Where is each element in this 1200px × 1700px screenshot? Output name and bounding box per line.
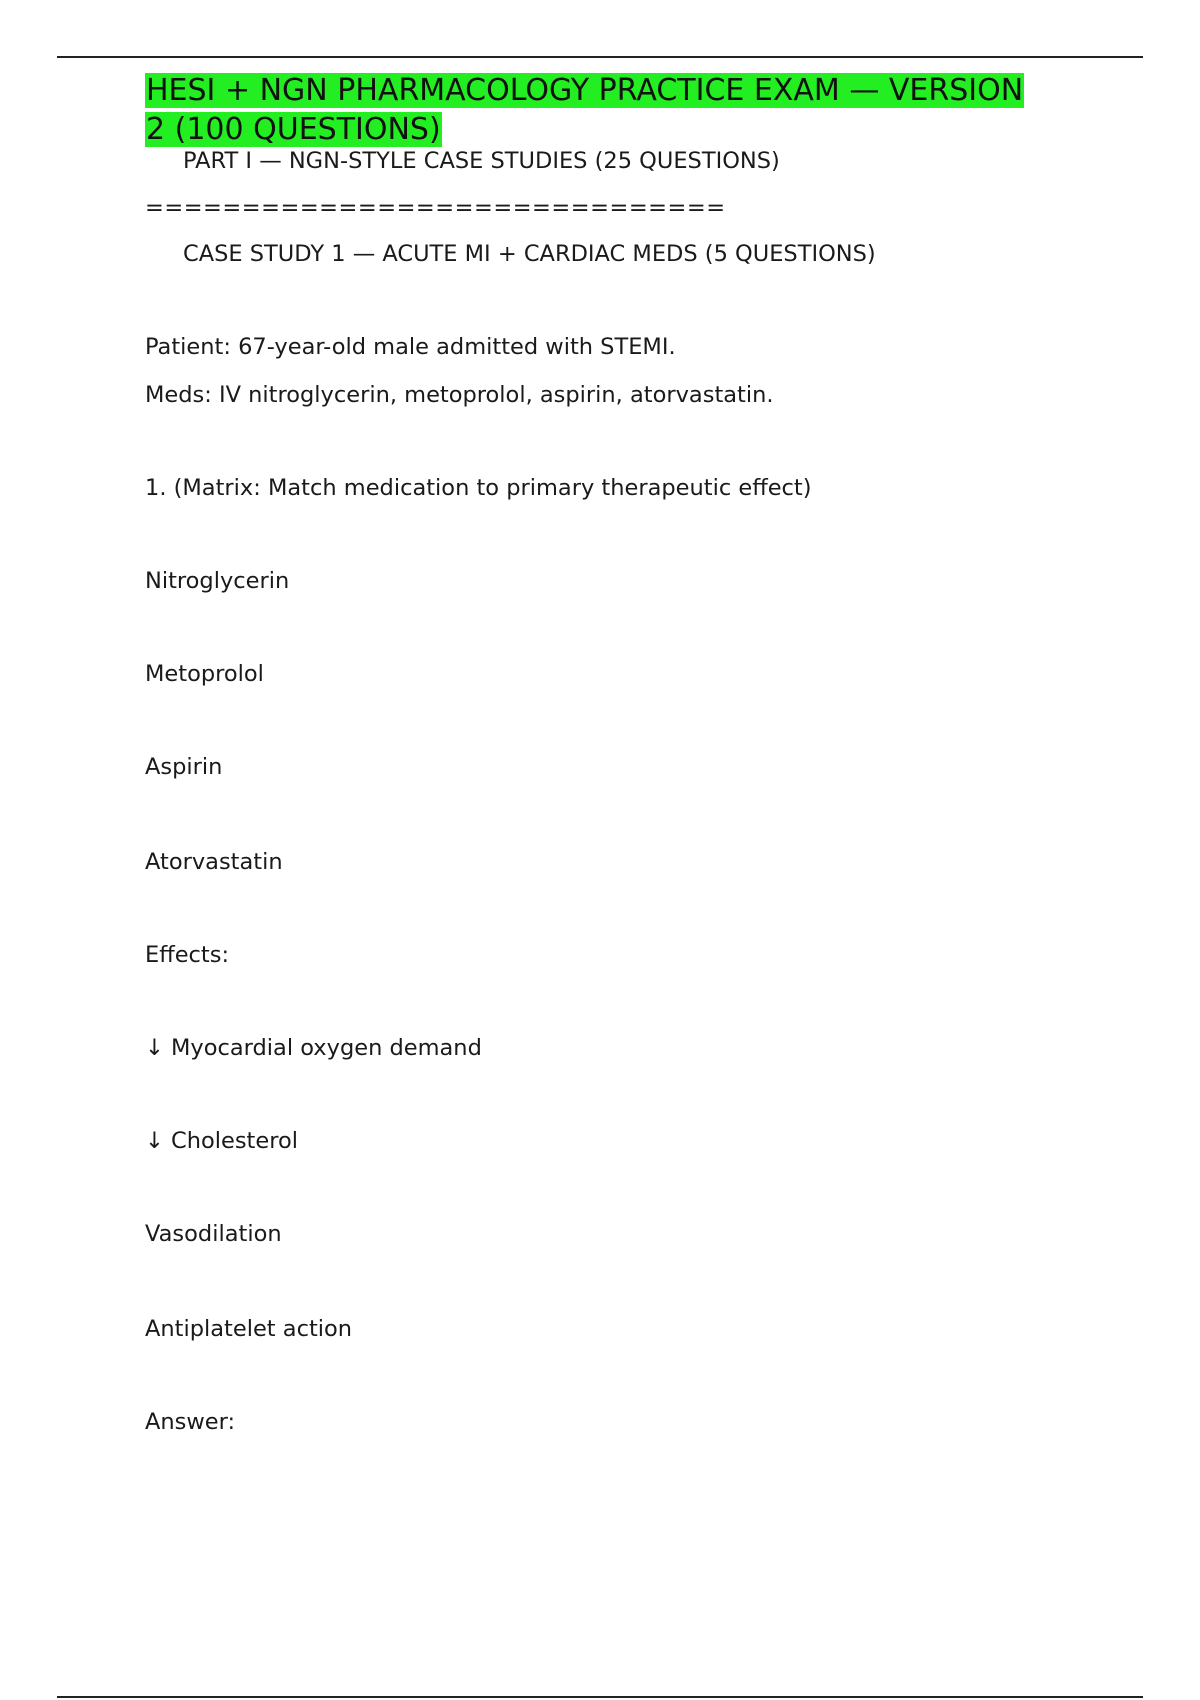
medication-item: Aspirin [145,754,223,780]
effect-item: ↓ Cholesterol [145,1128,298,1154]
medication-item: Atorvastatin [145,849,283,875]
meds-line: Meds: IV nitroglycerin, metoprolol, aspirin, atorvastatin. [145,382,774,408]
effects-label: Effects: [145,942,230,968]
separator-line: ============================== [145,195,726,221]
medication-item: Nitroglycerin [145,568,290,594]
document-title [145,71,1045,149]
case-study-heading: CASE STUDY 1 — ACUTE MI + CARDIAC MEDS (5 QUESTIONS) [183,241,876,267]
top-rule [57,56,1143,58]
part-heading: PART I — NGN-STYLE CASE STUDIES (25 QUESTIONS) [183,148,780,174]
bottom-rule [57,1696,1143,1698]
effect-item: ↓ Myocardial oxygen demand [145,1035,482,1061]
question-1: 1. (Matrix: Match medication to primary therapeutic effect) [145,475,812,501]
patient-line: Patient: 67-year-old male admitted with STEMI. [145,334,676,360]
effect-item: Antiplatelet action [145,1316,353,1342]
medication-item: Metoprolol [145,661,264,687]
answer-label: Answer: [145,1409,236,1435]
title-highlight: HESI + NGN PHARMACOLOGY PRACTICE EXAM — VERSION 2 (100 QUESTIONS) [146,73,1024,147]
effect-item: Vasodilation [145,1221,282,1247]
